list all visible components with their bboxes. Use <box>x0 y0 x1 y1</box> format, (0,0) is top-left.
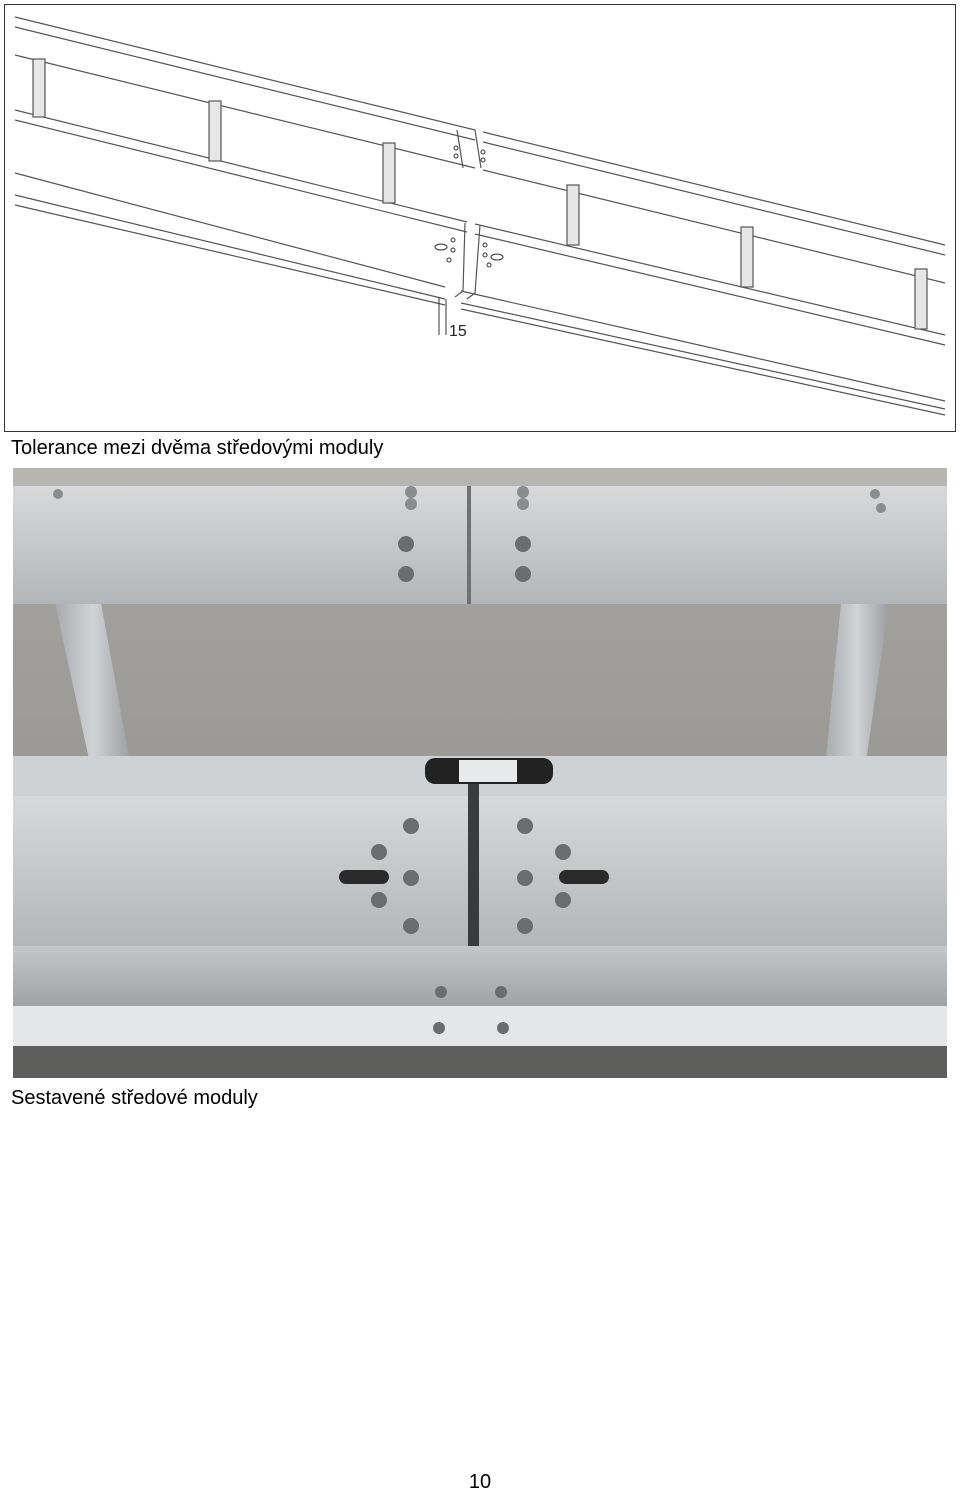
page-number: 10 <box>468 1471 492 1493</box>
dimension-label: 15 <box>449 323 467 340</box>
assembled-modules-photo <box>13 468 947 1078</box>
barrier-modules-drawing <box>5 5 955 431</box>
figure-caption: Sestavené středové moduly <box>11 1087 258 1109</box>
technical-drawing-figure <box>4 4 956 432</box>
assembled-modules-illustration <box>13 468 947 1078</box>
figure-caption: Tolerance mezi dvěma středovými moduly <box>11 437 384 459</box>
